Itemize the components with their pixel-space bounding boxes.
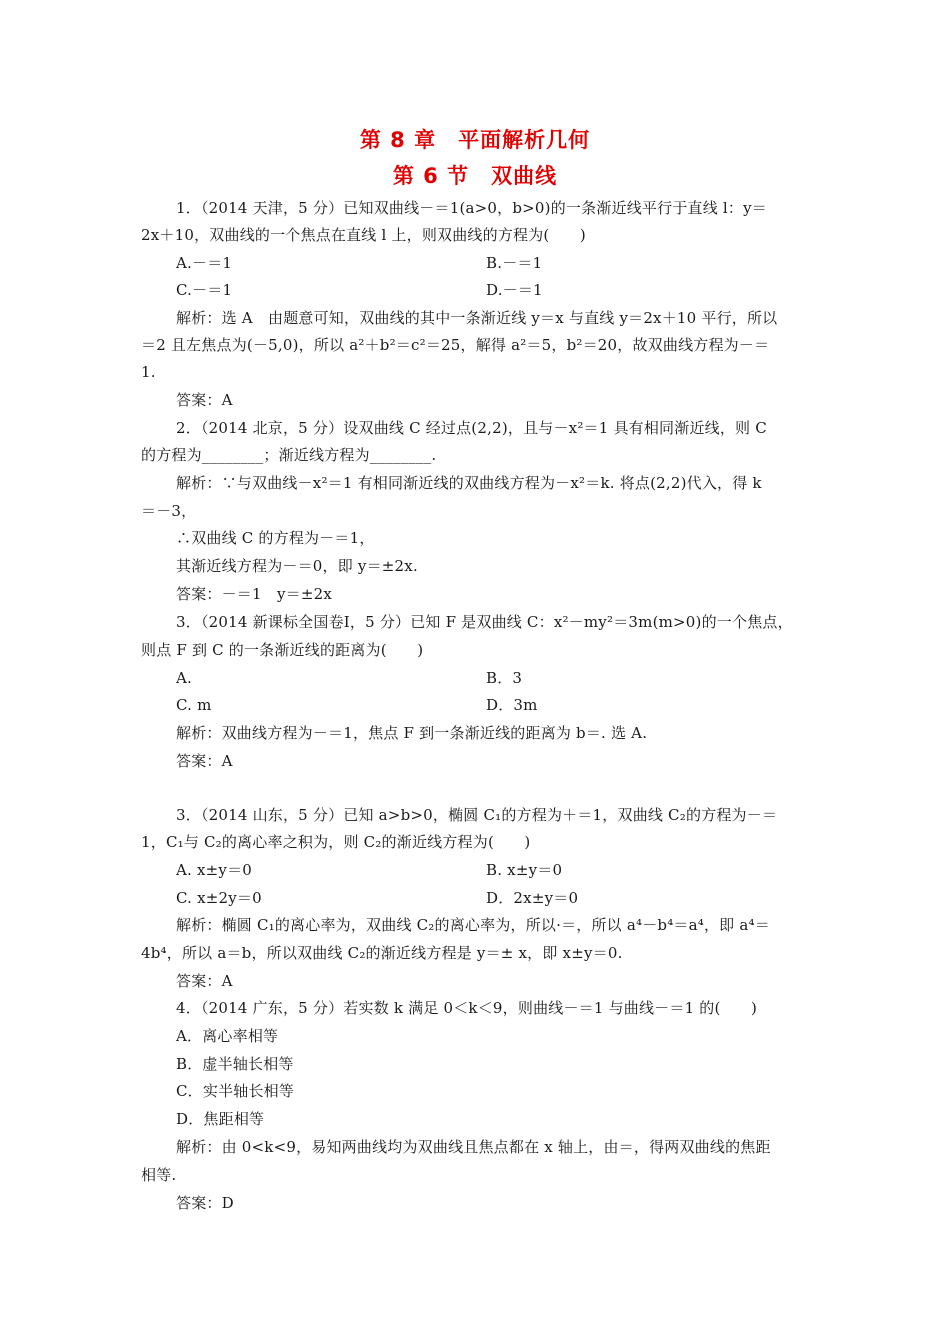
chapter-title: 第 8 章 平面解析几何	[359, 128, 591, 152]
q3b-option-c: C. x±2y＝0	[176, 889, 262, 907]
q3-option-a: A.	[176, 669, 193, 687]
q2-answer: 答案：－＝1 y＝±2x	[176, 585, 332, 603]
q2-solution-line3: ∴双曲线 C 的方程为－＝1，	[176, 529, 375, 547]
q3b-option-d: D．2x±y＝0	[486, 889, 579, 907]
q3b-option-b: B. x±y＝0	[486, 861, 563, 879]
q3-option-d: D．3m	[486, 696, 538, 714]
q2-solution-line2: ＝－3，	[141, 502, 197, 520]
q1-option-c: C.－＝1	[176, 281, 233, 299]
q3b-solution-line1: 解析：椭圆 C₁的离心率为，双曲线 C₂的离心率为，所以·＝，所以 a⁴－b⁴＝a⁴，即 a⁴＝	[176, 916, 770, 934]
q3b-solution-line2: 4b⁴，所以 a＝b，所以双曲线 C₂的渐近线方程是 y＝± x，即 x±y＝0.	[141, 944, 623, 962]
q2-stem-line2: 的方程为________；渐近线方程为________.	[141, 446, 437, 464]
q3-solution-line1: 解析：双曲线方程为－＝1，焦点 F 到一条渐近线的距离为 b＝. 选 A.	[176, 724, 648, 742]
q4-option-d: D．焦距相等	[176, 1110, 265, 1128]
q1-option-b: B.－＝1	[486, 254, 543, 272]
q1-option-d: D.－＝1	[486, 281, 543, 299]
q3b-option-a: A. x±y＝0	[176, 861, 253, 879]
q3-stem-line1: 3．（2014 新课标全国卷Ⅰ，5 分）已知 F 是双曲线 C：x²－my²＝3m(m>0)的一个焦点，	[176, 613, 793, 631]
q4-stem-line1: 4．（2014 广东，5 分）若实数 k 满足 0＜k＜9，则曲线－＝1 与曲线－＝1 的( )	[176, 999, 757, 1017]
q1-option-a: A.－＝1	[176, 254, 233, 272]
q1-stem-line2: 2x＋10，双曲线的一个焦点在直线 l 上，则双曲线的方程为( )	[141, 226, 586, 244]
q4-answer: 答案：D	[176, 1194, 234, 1212]
q3b-stem-line2: 1，C₁与 C₂的离心率之积为，则 C₂的渐近线方程为( )	[141, 833, 531, 851]
q3b-stem-line1: 3．（2014 山东，5 分）已知 a>b>0，椭圆 C₁的方程为＋＝1，双曲线 C₂的方程为－＝	[176, 806, 778, 824]
q2-stem-line1: 2．（2014 北京，5 分）设双曲线 C 经过点(2,2)，且与－x²＝1 具有相同渐近线，则 C	[176, 419, 767, 437]
q1-stem-line1: 1．（2014 天津，5 分）已知双曲线－＝1(a>0，b>0)的一条渐近线平行于直线 l：y＝	[176, 199, 767, 217]
q4-solution-line2: 相等.	[141, 1166, 177, 1184]
q3-answer: 答案：A	[176, 752, 233, 770]
q2-solution-line1: 解析：∵与双曲线－x²＝1 有相同渐近线的双曲线方程为－x²＝k. 将点(2,2)代入，得 k	[176, 474, 762, 492]
q1-solution-line3: 1.	[141, 363, 156, 381]
q2-solution-line4: 其渐近线方程为－＝0，即 y＝±2x.	[176, 557, 418, 575]
q4-solution-line1: 解析：由 0<k<9，易知两曲线均为双曲线且焦点都在 x 轴上，由＝，得两双曲线的焦距	[176, 1138, 771, 1156]
section-title: 第 6 节 双曲线	[392, 164, 558, 188]
q4-option-c: C．实半轴长相等	[176, 1082, 295, 1100]
q3-stem-line2: 则点 F 到 C 的一条渐近线的距离为( )	[141, 641, 424, 659]
q3-option-c: C. m	[176, 696, 212, 714]
q4-option-a: A．离心率相等	[176, 1027, 279, 1045]
q1-solution-line2: ＝2 且左焦点为(－5,0)，所以 a²＋b²＝c²＝25，解得 a²＝5，b²＝20，故双曲线方程为－＝	[141, 336, 770, 354]
q1-answer: 答案：A	[176, 391, 233, 409]
q1-solution-line1: 解析：选 A 由题意可知，双曲线的其中一条渐近线 y＝x 与直线 y＝2x＋10 平行，所以	[176, 309, 778, 327]
q3b-answer: 答案：A	[176, 972, 233, 990]
q3-option-b: B．3	[486, 669, 523, 687]
q4-option-b: B．虚半轴长相等	[176, 1055, 294, 1073]
